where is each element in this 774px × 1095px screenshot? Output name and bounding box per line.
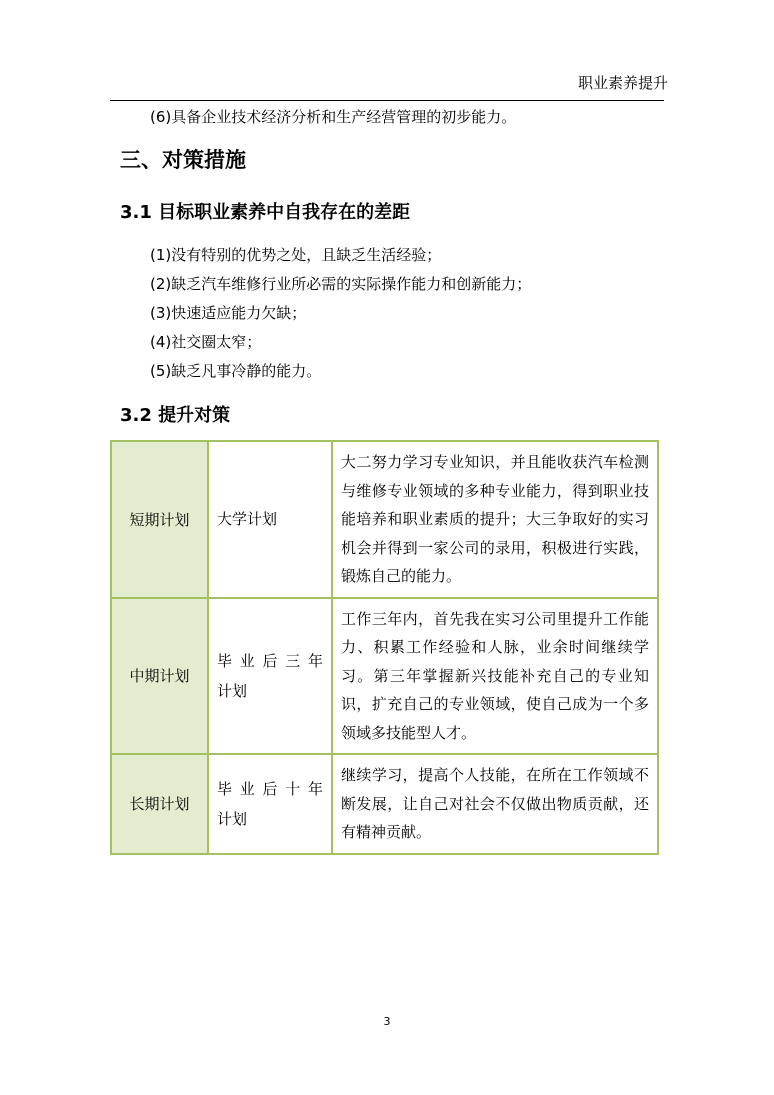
table-row: [111, 598, 658, 755]
plan-content: 工作三年内，首先我在实习公司里提升工作能力、积累工作经验和人脉，业余时间继续学习。第三年掌握新兴技能补充自己的专业知识，扩充自己的专业领域，使自己成为一个多领域多技能型人才。: [332, 598, 658, 755]
plan-content: 继续学习，提高个人技能，在所在工作领域不断发展，让自己对社会不仅做出物质贡献，还有精神贡献。: [332, 754, 658, 854]
plan-table: [110, 440, 659, 855]
table-row: [111, 441, 658, 598]
plan-term: 中期计划: [111, 598, 208, 755]
plan-period-line1: 大学计划: [217, 510, 278, 529]
plan-period: [208, 754, 332, 854]
gap-item-5: (5)缺乏凡事冷静的能力。: [150, 362, 322, 380]
plan-term: 短期计划: [111, 441, 208, 598]
page-number: 3: [383, 1015, 391, 1028]
section-heading: 三、对策措施: [120, 148, 246, 172]
plan-period-line1: 毕业后十年: [217, 779, 323, 798]
plan-period: [208, 598, 332, 755]
plan-term: 长期计划: [111, 754, 208, 854]
subsection-1-heading: 3.1 目标职业素养中自我存在的差距: [120, 202, 411, 223]
plan-period-line2: 计划: [217, 809, 248, 828]
gap-item-4: (4)社交圈太窄；: [150, 333, 262, 351]
gap-item-2: (2)缺乏汽车维修行业所必需的实际操作能力和创新能力；: [150, 275, 532, 293]
table-row: [111, 754, 658, 854]
gap-item-1: (1)没有特别的优势之处，且缺乏生活经验；: [150, 246, 442, 264]
page-header-title: 职业素养提升: [577, 74, 668, 92]
plan-period-line1: 毕业后三年: [217, 651, 323, 670]
plan-content: 大二努力学习专业知识，并且能收获汽车检测与维修专业领域的多种专业能力，得到职业技能培养和职业素质的提升；大三争取好的实习机会并得到一家公司的录用，积极进行实践，锻炼自己的能力。: [332, 441, 658, 598]
plan-period-line2: 计划: [217, 681, 248, 700]
gap-item-3: (3)快速适应能力欠缺；: [150, 304, 307, 322]
subsection-2-heading: 3.2 提升对策: [120, 405, 231, 426]
intro-line: (6)具备企业技术经济分析和生产经营管理的初步能力。: [150, 108, 517, 126]
header-rule: [110, 100, 664, 101]
plan-period: [208, 441, 332, 598]
